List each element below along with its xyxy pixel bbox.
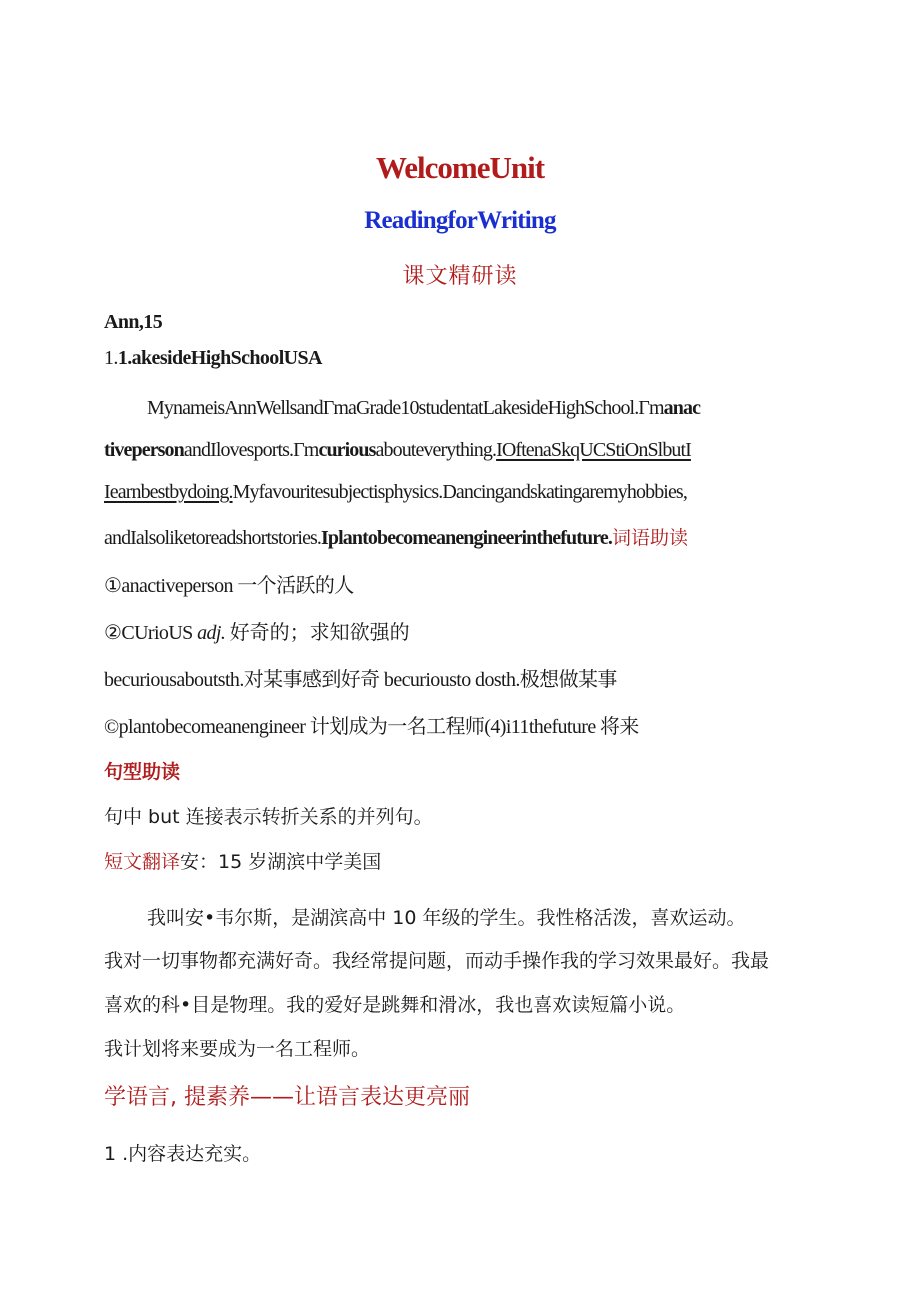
paragraph-bold-text: anac: [663, 397, 701, 419]
underlined-text: Iearnbestbydoing.: [104, 481, 233, 503]
translation-line-1: 我叫安•韦尔斯，是湖滨高中 10 年级的学生。我性格活泼，喜欢运动。: [147, 907, 746, 929]
author-line: Ann,15: [104, 311, 163, 333]
school-line-number: 1.: [104, 347, 118, 369]
paragraph-line-4: [104, 523, 688, 550]
school-line-text: 1.akesideHighSchoolUSA: [117, 347, 322, 369]
translation-header-text: 安：15 岁湖滨中学美国: [180, 851, 382, 873]
page-subtitle: ReadingforWriting: [364, 207, 556, 234]
section-heading: 课文精研读: [402, 264, 518, 289]
learn-item-1: 1 .内容表达充实。: [104, 1143, 262, 1165]
sentence-help-text: 句中 but 连接表示转折关系的并列句。: [104, 806, 433, 828]
vocab-item-4: ©plantobecomeanengineer 计划成为一名工程师(4)i11thefuture 将来: [104, 716, 639, 738]
paragraph-text: MynameisAnnWellsandΓmaGrade10studentatLakesideHighSchool.Γm: [147, 397, 664, 419]
vocab-item-1: ①anactiveperson 一个活跃的人: [104, 575, 354, 597]
translation-line-3: 喜欢的科•目是物理。我的爱好是跳舞和滑冰，我也喜欢读短篇小说。: [104, 994, 686, 1016]
learn-heading: 学语言, 提素养——让语言表达更亮丽: [104, 1085, 470, 1110]
paragraph-bold-text: tiveperson: [104, 439, 184, 461]
translation-label: 短文翻译: [104, 851, 181, 873]
underlined-text: IOftenaSkqUCStiOnSlbutI: [496, 439, 691, 461]
paragraph-text: andIlovesports.Γm: [183, 439, 319, 461]
school-line: [104, 347, 322, 370]
paragraph-bold-text: curious: [318, 439, 376, 461]
vocab-word: ②CUrioUS: [104, 622, 193, 644]
translation-header: [104, 847, 381, 874]
translation-line-4: 我计划将来要成为一名工程师。: [104, 1038, 371, 1060]
vocab-meaning: 好奇的；求知欲强的: [229, 620, 410, 644]
paragraph-bold-text: Iplantobecomeanengineerinthefuture.: [321, 527, 612, 549]
vocab-item-2: [104, 616, 410, 645]
vocab-pos: adj.: [197, 622, 226, 644]
vocab-help-label: 词语助读: [611, 527, 688, 549]
translation-line-2: 我对一切事物都充满好奇。我经常提问题，而动手操作我的学习效果最好。我最: [104, 950, 770, 972]
page-title: WelcomeUnit: [375, 150, 545, 185]
paragraph-text: abouteverything.: [375, 439, 497, 461]
paragraph-line-3: [104, 481, 687, 504]
paragraph-line-1: [147, 397, 700, 420]
vocab-item-3: becuriousaboutsth.对某事感到好奇 becuriousto dosth.极想做某事: [104, 669, 617, 691]
paragraph-text: Myfavouritesubjectisphysics.Dancingandskatingaremyhobbies,: [232, 481, 687, 503]
sentence-help-label: 句型助读: [104, 761, 181, 783]
paragraph-line-2: [104, 439, 691, 462]
paragraph-text: andIalsoliketoreadshortstories.: [104, 527, 322, 549]
